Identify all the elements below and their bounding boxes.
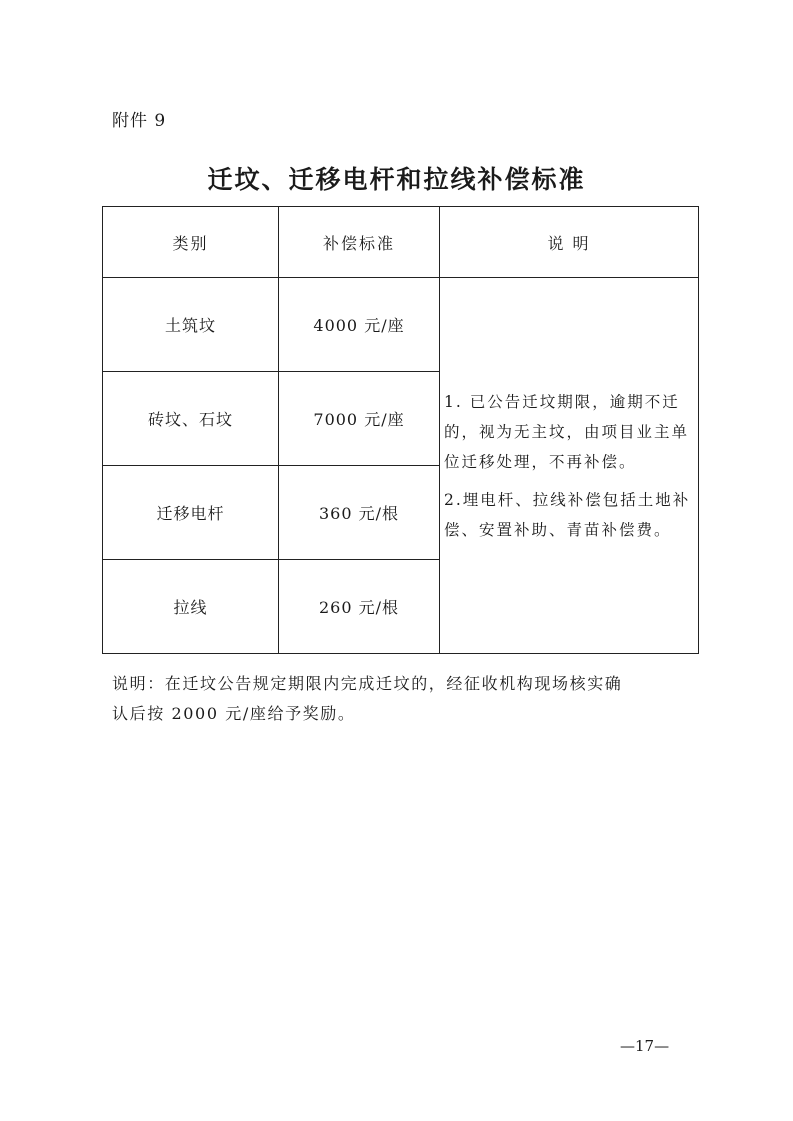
note-2-line-2: 偿、安置补助、青苗补偿费。	[444, 520, 672, 539]
note-1-line-1: 1. 已公告迁坟期限，逾期不迁	[444, 392, 680, 411]
standard-cell: 260 元/根	[279, 560, 440, 654]
note-1-line-2: 的，视为无主坟，由项目业主单	[444, 422, 690, 441]
category-cell: 拉线	[103, 560, 279, 654]
standard-cell: 4000 元/座	[279, 278, 440, 372]
standard-cell: 360 元/根	[279, 466, 440, 560]
note-divider	[444, 477, 694, 485]
page-title: 迁坟、迁移电杆和拉线补偿标准	[207, 165, 586, 194]
footnote	[112, 669, 712, 729]
footnote-line-1: 说明：在迁坟公告规定期限内完成迁坟的，经征收机构现场核实确	[112, 674, 623, 693]
footnote-line-2: 认后按 2000 元/座给予奖励。	[112, 704, 356, 723]
page-number: —17—	[620, 1037, 670, 1055]
header-category: 类别	[103, 207, 279, 278]
category-cell: 迁移电杆	[103, 466, 279, 560]
note-2-line-1: 2.埋电杆、拉线补偿包括土地补	[444, 490, 691, 509]
standard-cell: 7000 元/座	[279, 372, 440, 466]
table-header-row	[103, 207, 699, 278]
description-cell	[440, 278, 699, 654]
note-1-line-3: 位迁移处理，不再补偿。	[444, 452, 637, 471]
compensation-table	[102, 206, 699, 654]
header-standard: 补偿标准	[279, 207, 440, 278]
category-cell: 砖坟、石坟	[103, 372, 279, 466]
attachment-label: 附件 9	[112, 111, 167, 131]
table-row	[103, 278, 699, 372]
header-description: 说 明	[440, 207, 699, 278]
category-cell: 土筑坟	[103, 278, 279, 372]
